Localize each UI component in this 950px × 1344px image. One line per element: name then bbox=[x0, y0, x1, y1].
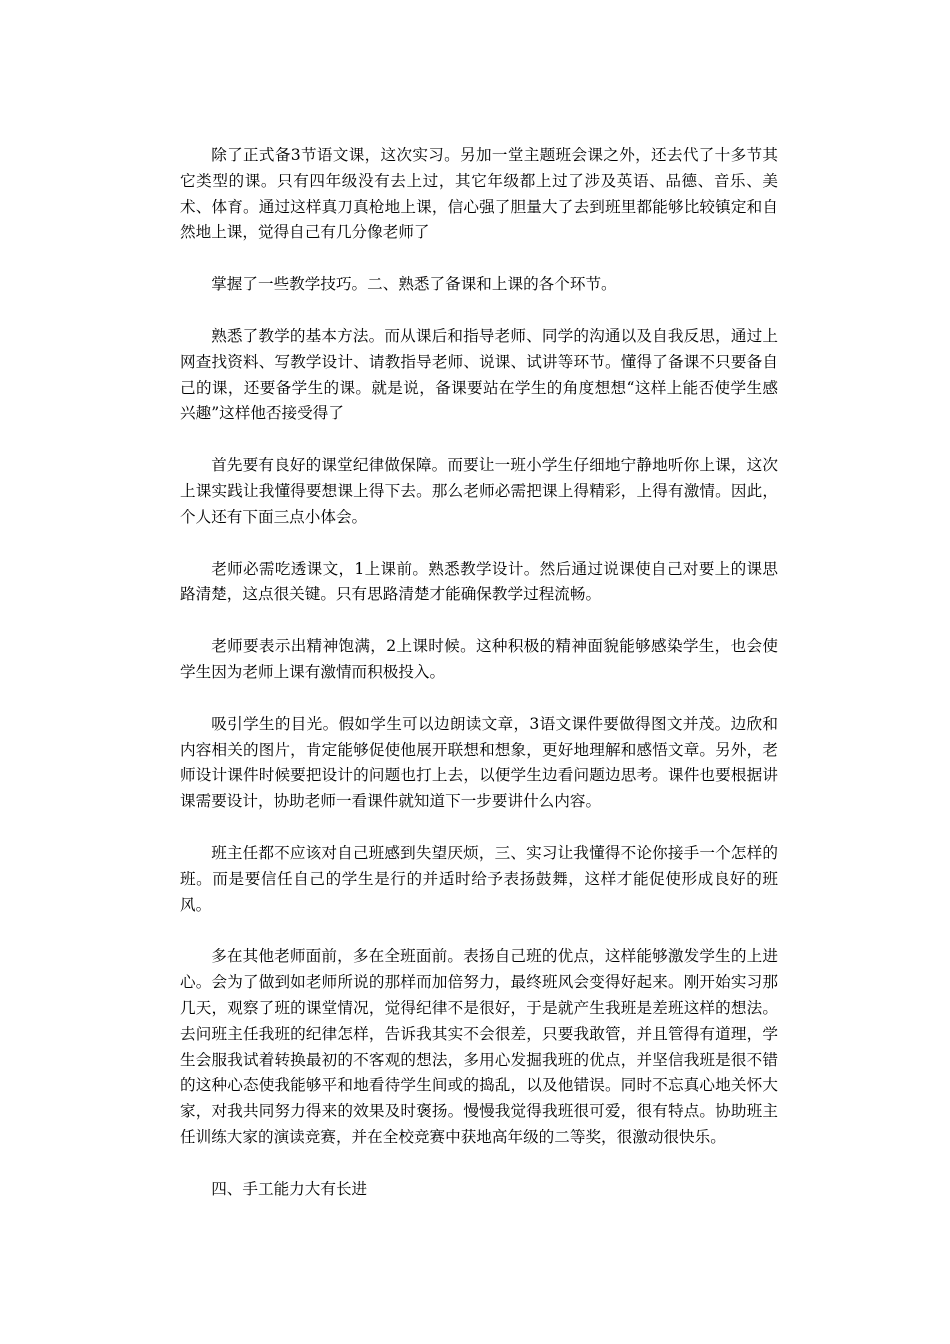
section-heading-4: 四、手工能力大有长进 bbox=[211, 1179, 368, 1198]
paragraph-1: 除了正式备3节语文课，这次实习。另加一堂主题班会课之外，还去代了十多节其它类型的课。只有四年级没有去上过，其它年级都上过了涉及英语、品德、音乐、美术、体育。通过这样真刀真枪地上课，信心强了胆量大了去到班里都能够比较镇定和自然地上课，觉得自己有几分像老师了 bbox=[180, 146, 778, 242]
document-body bbox=[180, 143, 778, 1229]
paragraph-6: 老师要表示出精神饱满，2上课时候。这种积极的精神面貌能够感染学生，也会使学生因为老师上课有激情而积极投入。 bbox=[180, 637, 778, 681]
paragraph-4: 首先要有良好的课堂纪律做保障。而要让一班小学生仔细地宁静地听你上课，这次上课实践让我懂得要想课上得下去。那么老师必需把课上得精彩，上得有激情。因此，个人还有下面三点小体会。 bbox=[180, 456, 778, 526]
paragraph-9: 多在其他老师面前，多在全班面前。表扬自己班的优点，这样能够激发学生的上进心。会为了做到如老师所说的那样而加倍努力，最终班风会变得好起来。刚开始实习那几天，观察了班的课堂情况，觉得纪律不是很好，于是就产生我班是差班这样的想法。去问班主任我班的纪律怎样，告诉我其实不会很差，只要我敢管，并且管得有道理，学生会服我试着转换最初的不客观的想法，多用心发掘我班的优点，并坚信我班是很不错的这种心态使我能够平和地看待学生间或的捣乱，以及他错误。同时不忘真心地关怀大家，对我共同努力得来的效果及时褒扬。慢慢我觉得我班很可爱，很有特点。协助班主任训练大家的演读竞赛，并在全校竞赛中获地高年级的二等奖，很激动很快乐。 bbox=[180, 947, 778, 1146]
paragraph-7: 吸引学生的目光。假如学生可以边朗读文章，3语文课件要做得图文并茂。边欣和内容相关的图片，肯定能够促使他展开联想和想象，更好地理解和感悟文章。另外，老师设计课件时候要把设计的问题也打上去，以便学生边看问题边思考。课件也要根据讲课需要设计，协助老师一看课件就知道下一步要讲什么内容。 bbox=[180, 714, 778, 811]
paragraph-5: 老师必需吃透课文，1上课前。熟悉教学设计。然后通过说课使自己对要上的课思路清楚，这点很关键。只有思路清楚才能确保教学过程流畅。 bbox=[180, 559, 778, 604]
paragraph-3: 熟悉了教学的基本方法。而从课后和指导老师、同学的沟通以及自我反思，通过上网查找资料、写教学设计、请教指导老师、说课、试讲等环节。懂得了备课不只要备自己的课，还要备学生的课。就是说，备课要站在学生的角度想想“这样上能否使学生感兴趣”这样他否接受得了 bbox=[180, 326, 778, 423]
paragraph-2: 掌握了一些教学技巧。二、熟悉了备课和上课的各个环节。 bbox=[211, 275, 617, 294]
paragraph-8: 班主任都不应该对自己班感到失望厌烦，三、实习让我懂得不论你接手一个怎样的班。而是要信任自己的学生是行的并适时给予表扬鼓舞，这样才能促使形成良好的班风。 bbox=[180, 843, 778, 914]
